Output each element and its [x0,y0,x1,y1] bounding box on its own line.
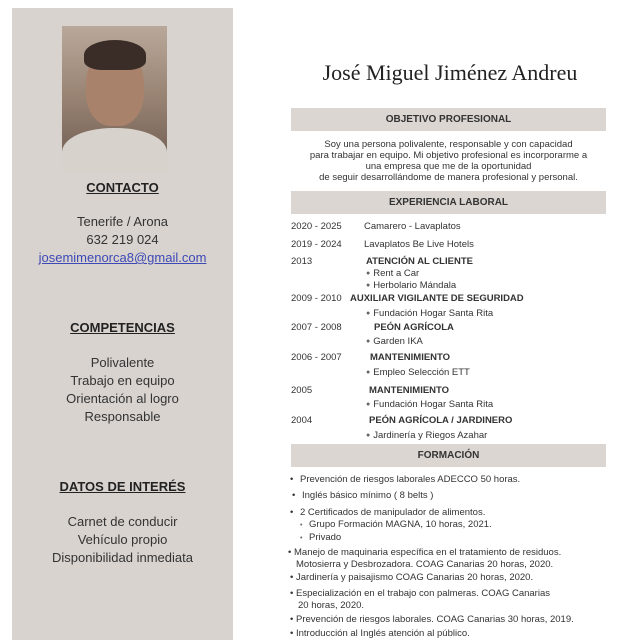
candidate-name: José Miguel Jiménez Andreu [322,60,578,85]
skills-list [12,354,233,426]
objective-line: una empresa que me de la oportunidad [365,161,532,172]
bullet-icon: ● [366,282,371,289]
bullet-icon: • [290,614,294,625]
experience-period: 2009 - 2010 [291,293,342,304]
experience-title: Camarero - Lavaplatos [364,221,461,232]
bullet-icon: • [290,628,294,639]
experience-title: PEÓN AGRÍCOLA / JARDINERO [369,415,513,426]
skills-heading: COMPETENCIAS [70,320,175,335]
bullet-icon: • [290,588,294,599]
bullet-icon: • [290,507,294,518]
contact-phone: 632 219 024 [86,232,159,247]
experience-title: ATENCIÓN AL CLIENTE [366,256,473,267]
bullet-icon: • [288,547,292,558]
objective-text [291,139,606,183]
sidebar [12,8,233,640]
experience-heading: EXPERIENCIA LABORAL [291,191,606,214]
bullet-icon: ● [366,401,371,408]
interest-item: Carnet de conducir [67,514,178,529]
bullet-icon: ● [366,338,371,345]
education-item: • Manejo de maquinaria específica en el tratamiento de residuos. Motosierra y Desbrozadora. COAG Canarias 20 horas, 2020. [288,547,562,570]
experience-title: MANTENIMIENTO [369,385,450,396]
skill-item: Responsable [84,409,161,424]
experience-detail: ● Rent a Car [366,268,420,279]
education-heading: FORMACIÓN [291,444,606,467]
education-subitem: • Privado [300,532,342,543]
contact-heading: CONTACTO [86,180,159,195]
objective-line: Soy una persona polivalente, responsable y con capacidad [324,139,573,150]
contact-email-link[interactable]: josemimenorca8@gmail.com [38,250,207,265]
bullet-icon: ● [366,432,371,439]
experience-detail: ● Herbolario Mándala [366,280,457,291]
interest-list [12,513,233,567]
experience-detail: ● Fundación Hogar Santa Rita [366,399,494,410]
skill-item: Orientación al logro [66,391,179,406]
profile-photo [62,26,167,172]
bullet-icon: • [300,522,303,529]
education-item: • Inglés básico mínimo ( 8 belts ) [292,490,434,501]
education-item: • Prevención de riesgos laborales ADECCO 50 horas. [290,474,521,485]
education-item: • Jardinería y paisajismo COAG Canarias 20 horas, 2020. [290,572,534,583]
bullet-icon: • [300,535,303,542]
experience-detail: ● Fundación Hogar Santa Rita [366,308,494,319]
bullet-icon: • [290,474,294,485]
education-item: • Introducción al Inglés atención al público. [290,628,470,639]
skill-item: Polivalente [90,355,155,370]
interest-item: Disponibilidad inmediata [52,550,193,565]
experience-detail: ● Empleo Selección ETT [366,367,470,378]
experience-detail: ● Jardinería y Riegos Azahar [366,430,488,441]
education-item: • 2 Certificados de manipulador de alimentos. [290,507,486,518]
contact-block [12,213,233,267]
experience-period: 2020 - 2025 [291,221,342,232]
bullet-icon: ● [366,369,371,376]
experience-period: 2005 [291,385,313,396]
objective-line: de seguir desarrollándome de manera profesional y personal. [319,172,578,183]
bullet-icon: ● [366,270,371,277]
experience-period: 2019 - 2024 [291,239,342,250]
experience-detail: ● Garden IKA [366,336,423,347]
experience-title: PEÓN AGRÍCOLA [374,322,454,333]
skill-item: Trabajo en equipo [70,373,175,388]
experience-period: 2004 [291,415,313,426]
experience-title: MANTENIMIENTO [370,352,451,363]
experience-period: 2007 - 2008 [291,322,342,333]
education-subitem: • Grupo Formación MAGNA, 10 horas, 2021. [300,519,492,530]
interest-heading: DATOS DE INTERÉS [59,479,186,494]
bullet-icon: • [292,490,296,501]
interest-item: Vehículo propio [77,532,168,547]
education-item: • Prevención de riesgos laborales. COAG Canarias 30 horas, 2019. [290,614,574,625]
bullet-icon: ● [366,310,371,317]
objective-line: para trabajar en equipo. Mi objetivo profesional es incorporarme a [309,150,588,161]
experience-title: AUXILIAR VIGILANTE DE SEGURIDAD [350,293,524,304]
objective-heading: OBJETIVO PROFESIONAL [291,108,606,131]
experience-period: 2006 - 2007 [291,352,342,363]
bullet-icon: • [290,572,294,583]
experience-period: 2013 [291,256,313,267]
education-item: • Especialización en el trabajo con palmeras. COAG Canarias 20 horas, 2020. [290,588,550,611]
contact-location: Tenerife / Arona [76,214,169,229]
experience-title: Lavaplatos Be Live Hotels [364,239,474,250]
